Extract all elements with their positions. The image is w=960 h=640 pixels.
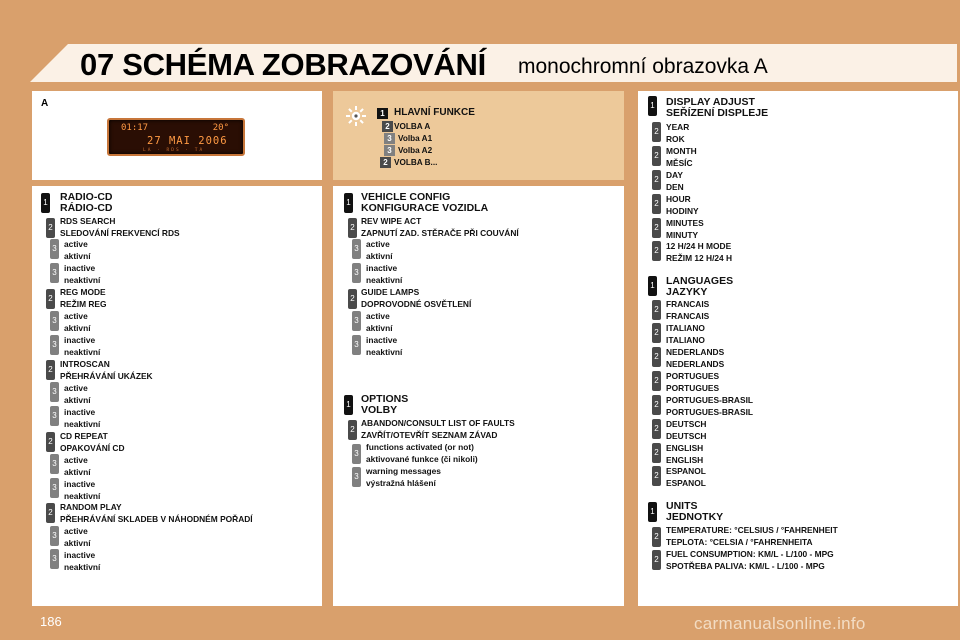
cd-repeat: CD REPEAT <box>60 431 108 441</box>
level-1-badge: 1 <box>344 395 353 415</box>
level-3-badge: 3 <box>50 382 59 402</box>
rds-search: RDS SEARCH <box>60 216 116 226</box>
languages-title-cz: JAZYKY <box>666 286 708 298</box>
lang-english-cz: ENGLISH <box>666 455 704 465</box>
intro-active: active <box>64 383 88 393</box>
random-play-cz: PŘEHRÁVÁNÍ SKLADEB V NÁHODNÉM POŘADÍ <box>60 514 253 524</box>
level-3-badge: 3 <box>50 478 59 498</box>
monochrome-display <box>107 118 245 156</box>
display-date: 27 MAI 2006 <box>147 135 228 147</box>
lang-francais: FRANCAIS <box>666 299 710 309</box>
random-active-cz: aktivní <box>64 538 91 548</box>
page-subtitle: monochromní obrazovka A <box>518 55 768 78</box>
temperature-units: TEMPERATURE: °CELSIUS / °FAHRENHEIT <box>666 525 838 535</box>
level-2-badge: 2 <box>46 218 55 238</box>
lang-espanol-cz: ESPANOL <box>666 478 706 488</box>
lamps-inactive-cz: neaktivní <box>366 347 403 357</box>
level-3-badge: 3 <box>352 263 361 283</box>
temperature-units-cz: TEPLOTA: °CELSIA / °FAHRENHEITA <box>666 537 813 547</box>
lang-portugues-brasil-cz: PORTUGUES-BRASIL <box>666 407 754 417</box>
reg-inactive: inactive <box>64 335 96 345</box>
lang-portugues: PORTUGUES <box>666 371 720 381</box>
level-2-badge: 2 <box>652 218 661 238</box>
lamps-inactive: inactive <box>366 335 398 345</box>
rds-active: active <box>64 239 88 249</box>
lang-italiano-cz: ITALIANO <box>666 335 705 345</box>
repeat-active: active <box>64 455 88 465</box>
level-3-badge: 3 <box>50 549 59 569</box>
warning-messages: warning messages <box>366 466 441 476</box>
minutes: MINUTES <box>666 218 704 228</box>
level-3-badge: 3 <box>50 335 59 355</box>
intro-inactive-cz: neaktivní <box>64 419 101 429</box>
level-2-badge: 2 <box>348 218 357 238</box>
rds-inactive: inactive <box>64 263 96 273</box>
display-adjust-title: DISPLAY ADJUST <box>666 96 755 108</box>
level-2-badge: 2 <box>652 347 661 367</box>
day: DAY <box>666 170 683 180</box>
rds-search-cz: SLEDOVÁNÍ FREKVENCÍ RDS <box>60 228 180 238</box>
wipe-inactive-cz: neaktivní <box>366 275 403 285</box>
options-title-cz: VOLBY <box>361 404 398 416</box>
lang-nederlands: NEDERLANDS <box>666 347 725 357</box>
month-cz: MĚSÍC <box>666 158 693 168</box>
level-2-badge: 2 <box>652 300 661 320</box>
lamps-active-cz: aktivní <box>366 323 393 333</box>
level-3-badge: 3 <box>384 145 395 156</box>
rev-wipe-cz: ZAPNUTÍ ZAD. STĚRAČE PŘI COUVÁNÍ <box>361 228 519 238</box>
level-3-badge: 3 <box>352 467 361 487</box>
lang-deutsch-cz: DEUTSCH <box>666 431 707 441</box>
level-2-badge: 2 <box>652 419 661 439</box>
level-2-badge: 2 <box>382 121 393 132</box>
minutes-cz: MINUTY <box>666 230 699 240</box>
rev-wipe: REV WIPE ACT <box>361 216 422 226</box>
level-2-badge: 2 <box>380 157 391 168</box>
level-2-badge: 2 <box>652 122 661 142</box>
display-temp: 20° <box>212 123 229 133</box>
lang-italiano: ITALIANO <box>666 323 705 333</box>
hour-mode-cz: REŽIM 12 H/24 H <box>666 253 733 263</box>
option-a: VOLBA A <box>394 122 431 131</box>
display-adjust-title-cz: SEŘÍZENÍ DISPLEJE <box>666 107 769 119</box>
wipe-inactive: inactive <box>366 263 398 273</box>
random-inactive: inactive <box>64 550 96 560</box>
level-2-badge: 2 <box>46 503 55 523</box>
level-3-badge: 3 <box>352 444 361 464</box>
level-3-badge: 3 <box>50 454 59 474</box>
intro-inactive: inactive <box>64 407 96 417</box>
level-1-badge: 1 <box>648 276 657 296</box>
level-2-badge: 2 <box>652 146 661 166</box>
lamps-active: active <box>366 311 390 321</box>
level-2-badge: 2 <box>652 371 661 391</box>
level-3-badge: 3 <box>352 311 361 331</box>
level-2-badge: 2 <box>46 289 55 309</box>
display-time: 01:17 <box>121 123 149 133</box>
reg-mode: REG MODE <box>60 287 106 297</box>
level-1-badge: 1 <box>377 108 388 119</box>
options-title: OPTIONS <box>361 393 409 405</box>
vehicle-config-title: VEHICLE CONFIG <box>361 191 451 203</box>
level-3-badge: 3 <box>384 133 395 144</box>
vehicle-config-title-cz: KONFIGURACE VOZIDLA <box>361 202 489 214</box>
page-title: 07 SCHÉMA ZOBRAZOVÁNÍ <box>80 47 486 82</box>
guide-lamps-cz: DOPROVODNÉ OSVĚTLENÍ <box>361 299 472 309</box>
reg-mode-cz: REŽIM REG <box>60 299 107 309</box>
random-active: active <box>64 526 88 536</box>
level-2-badge: 2 <box>652 527 661 547</box>
random-play: RANDOM PLAY <box>60 502 122 512</box>
month: MONTH <box>666 146 697 156</box>
functions-activated: functions activated (or not) <box>366 442 474 452</box>
day-cz: DEN <box>666 182 684 192</box>
intro-active-cz: aktivní <box>64 395 91 405</box>
reg-inactive-cz: neaktivní <box>64 347 101 357</box>
level-3-badge: 3 <box>50 311 59 331</box>
lang-portugues-brasil: PORTUGUES-BRASIL <box>666 395 754 405</box>
lang-espanol: ESPANOL <box>666 466 706 476</box>
level-3-badge: 3 <box>352 239 361 259</box>
reg-active: active <box>64 311 88 321</box>
lang-nederlands-cz: NEDERLANDS <box>666 359 725 369</box>
rds-inactive-cz: neaktivní <box>64 275 101 285</box>
introscan-cz: PŘEHRÁVÁNÍ UKÁZEK <box>60 371 153 381</box>
level-2-badge: 2 <box>46 432 55 452</box>
faults-list: ABANDON/CONSULT LIST OF FAULTS <box>361 418 515 428</box>
level-2-badge: 2 <box>652 323 661 343</box>
level-2-badge: 2 <box>348 289 357 309</box>
wipe-active: active <box>366 239 390 249</box>
level-2-badge: 2 <box>652 395 661 415</box>
level-2-badge: 2 <box>652 443 661 463</box>
hour-mode: 12 H/24 H MODE <box>666 241 732 251</box>
level-3-badge: 3 <box>352 335 361 355</box>
level-1-badge: 1 <box>648 502 657 522</box>
radio-title: RADIO-CD <box>60 191 113 203</box>
display-indicators: LA · RDS · TA <box>143 148 205 153</box>
option-a1: Volba A1 <box>398 134 433 143</box>
fuel-consumption-units: FUEL CONSUMPTION: KM/L - L/100 - MPG <box>666 549 834 559</box>
level-2-badge: 2 <box>652 550 661 570</box>
guide-lamps: GUIDE LAMPS <box>361 287 420 297</box>
radio-title-cz: RÁDIO-CD <box>60 202 113 214</box>
warning-messages-cz: výstražná hlášení <box>366 478 436 488</box>
repeat-inactive: inactive <box>64 479 96 489</box>
level-2-badge: 2 <box>652 241 661 261</box>
level-3-badge: 3 <box>50 526 59 546</box>
lang-portugues-cz: PORTUGUES <box>666 383 720 393</box>
level-3-badge: 3 <box>50 239 59 259</box>
rds-active-cz: aktivní <box>64 251 91 261</box>
display-label: A <box>41 98 49 109</box>
option-a2: Volba A2 <box>398 146 433 155</box>
level-3-badge: 3 <box>50 263 59 283</box>
option-b: VOLBA B... <box>394 158 438 167</box>
reg-active-cz: aktivní <box>64 323 91 333</box>
settings-gear-icon <box>344 104 368 128</box>
level-2-badge: 2 <box>652 194 661 214</box>
languages-title: LANGUAGES <box>666 275 734 287</box>
hour-cz: HODINY <box>666 206 699 216</box>
level-1-badge: 1 <box>648 96 657 116</box>
lang-francais-cz: FRANCAIS <box>666 311 710 321</box>
level-1-badge: 1 <box>344 193 353 213</box>
level-3-badge: 3 <box>50 406 59 426</box>
level-1-badge: 1 <box>41 193 50 213</box>
level-2-badge: 2 <box>652 466 661 486</box>
units-title: UNITS <box>666 500 698 512</box>
units-title-cz: JEDNOTKY <box>666 511 724 523</box>
faults-list-cz: ZAVŘÍT/OTEVŘÍT SEZNAM ZÁVAD <box>361 430 498 440</box>
lang-deutsch: DEUTSCH <box>666 419 707 429</box>
fuel-consumption-units-cz: SPOTŘEBA PALIVA: KM/L - L/100 - MPG <box>666 561 825 571</box>
year: YEAR <box>666 122 690 132</box>
random-inactive-cz: neaktivní <box>64 562 101 572</box>
repeat-active-cz: aktivní <box>64 467 91 477</box>
level-2-badge: 2 <box>348 420 357 440</box>
wipe-active-cz: aktivní <box>366 251 393 261</box>
level-2-badge: 2 <box>46 360 55 380</box>
level-2-badge: 2 <box>652 170 661 190</box>
repeat-inactive-cz: neaktivní <box>64 491 101 501</box>
main-functions-title: HLAVNÍ FUNKCE <box>394 107 475 118</box>
lang-english: ENGLISH <box>666 443 704 453</box>
introscan: INTROSCAN <box>60 359 110 369</box>
hour: HOUR <box>666 194 691 204</box>
cd-repeat-cz: OPAKOVÁNÍ CD <box>60 443 125 453</box>
watermark: carmanualsonline.info <box>694 614 866 633</box>
main-functions-panel <box>333 91 624 180</box>
functions-activated-cz: aktivované funkce (či nikoli) <box>366 454 478 464</box>
page-number: 186 <box>40 614 62 629</box>
year-cz: ROK <box>666 134 685 144</box>
